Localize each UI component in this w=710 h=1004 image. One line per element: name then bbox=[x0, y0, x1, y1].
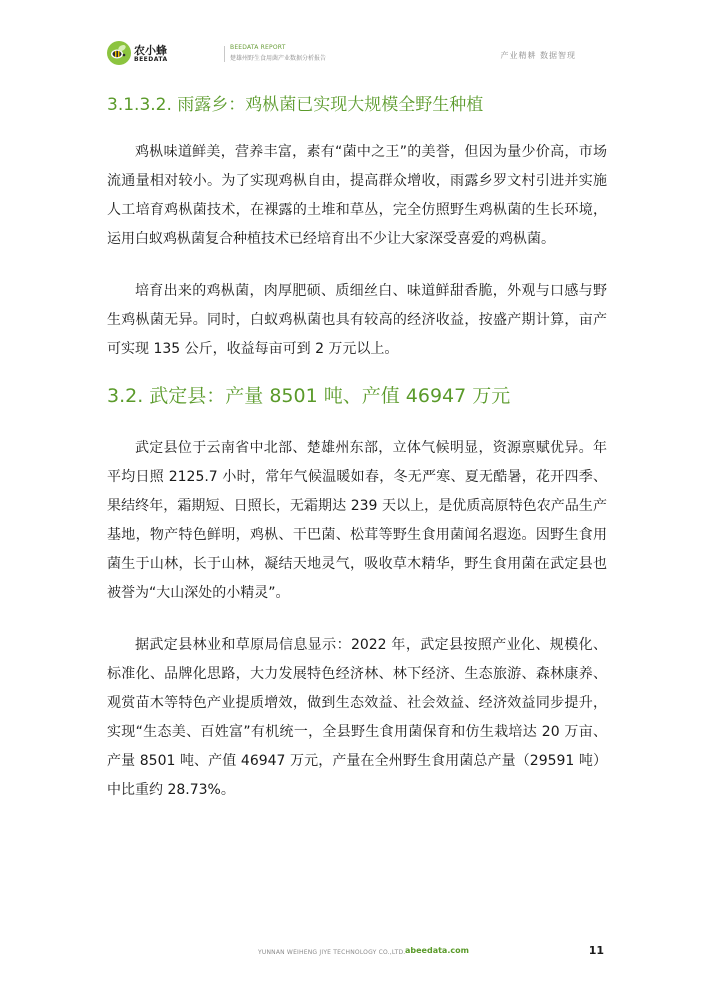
paragraph: 据武定县林业和草原局信息显示：2022 年，武定县按照产业化、规模化、标准化、品牌化思路，大力发展特色经济林、林下经济、生态旅游、森林康养、观赏苗木等特色产业提质增效，做到生态效益、社会效益、经济效益同步提升，实现“生态美、百姓富”有机统一，全县野生食用菌保育和仿生栽培达 20 万亩、产量 8501 吨、产值 46947 万元，产量在全州野生食用菌总产量（29591 吨）中比重约 28.73%。 bbox=[107, 637, 607, 798]
paragraph: 鸡枞味道鲜美，营养丰富，素有“菌中之王”的美誉，但因为量少价高，市场流通量相对较小。为了实现鸡枞自由，提高群众增收，雨露乡罗文村引进并实施人工培育鸡枞菌技术，在裸露的土堆和草丛，完全仿照野生鸡枞菌的生长环境，运用白蚁鸡枞菌复合种植技术已经培育出不少让大家深受喜爱的鸡枞菌。 bbox=[107, 144, 607, 247]
page-number: 11 bbox=[588, 944, 604, 957]
footer-website-link[interactable]: abeedata.com bbox=[405, 946, 469, 955]
section-heading-3-2: 3.2. 武定县：产量 8501 吨、产值 46947 万元 bbox=[107, 385, 511, 407]
paragraph: 武定县位于云南省中北部、楚雄州东部，立体气候明显，资源禀赋优异。年平均日照 2125.7 小时，常年气候温暖如春，冬无严寒、夏无酷暑，花开四季、果结终年，霜期短、日照长，无霜期达 239 天以上，是优质高原特色农产品生产基地，物产特色鲜明，鸡枞、干巴菌、松茸等野生食用菌闻名遐迩。因野生食用菌生于山林，长于山林，凝结天地灵气，吸收草木精华，野生食用菌在武定县也被誉为“大山深处的小精灵”。 bbox=[107, 440, 607, 601]
page-content bbox=[107, 88, 607, 805]
logo-chinese-text: 农小蜂 bbox=[134, 44, 167, 57]
paragraph: 培育出来的鸡枞菌，肉厚肥硕、质细丝白、味道鲜甜香脆，外观与口感与野生鸡枞菌无异。同时，白蚁鸡枞菌也具有较高的经济收益，按盛产期计算，亩产可实现 135 公斤，收益每亩可到 2 万元以上。 bbox=[107, 283, 607, 357]
header-divider bbox=[224, 46, 225, 62]
bee-logo-icon bbox=[106, 40, 132, 66]
header-slogan: 产业精耕 数据智现 bbox=[500, 51, 576, 60]
logo-english-text: BEEDATA bbox=[134, 56, 168, 63]
footer-company: YUNNAN WEIHENG JIYE TECHNOLOGY CO.,LTD. bbox=[258, 949, 406, 956]
beedata-logo bbox=[106, 40, 206, 68]
page-header bbox=[0, 0, 710, 74]
report-subtitle: 楚雄州野生食用菌产业数据分析报告 bbox=[230, 55, 327, 62]
section-heading-3-1-3-2: 3.1.3.2. 雨露乡：鸡枞菌已实现大规模全野生种植 bbox=[107, 95, 484, 115]
report-label: BEEDATA REPORT bbox=[230, 44, 286, 51]
